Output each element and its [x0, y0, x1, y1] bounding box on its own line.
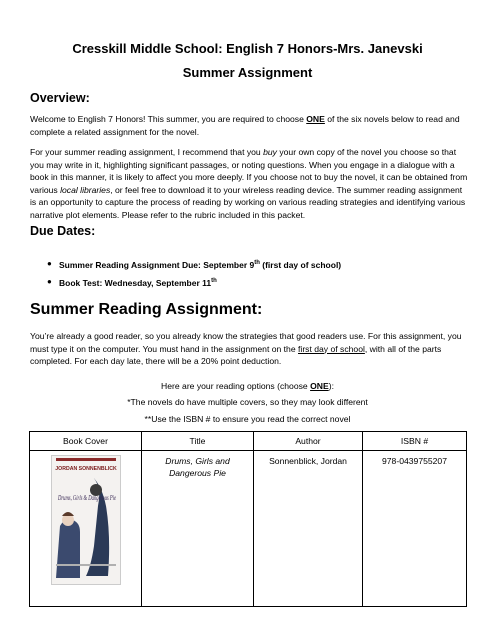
cover-title-text: Drums, Girls & Dangerous Pie [56, 494, 116, 502]
summer-reading-heading: Summer Reading Assignment: [30, 301, 263, 318]
header-title: Title [142, 432, 254, 451]
book-cover-illustration [52, 456, 120, 584]
overview-p2-text: For your summer reading assignment, I recommend that you [30, 147, 264, 157]
cover-author-text: JORDAN SONNENBLICK [54, 466, 117, 472]
overview-p2-text-2: your own copy of the novel you choose so that you may write in it, highlighting significant passages, or noting questions. When you engage in a dialogue with a book in this manner, it is likely to affect you more deeply. If you choose not to buy the novel, it can be obtained from various [30, 147, 468, 195]
header-author: Author [254, 432, 363, 451]
table-row [30, 451, 467, 607]
header-book-cover: Book Cover [30, 432, 142, 451]
overview-p1-one: ONE [306, 114, 325, 124]
bullet-icon: ● [47, 277, 52, 286]
isbn-cell: 978-0439755207 [363, 451, 467, 607]
options-line-3: **Use the ISBN # to ensure you read the correct novel [144, 414, 351, 424]
options-text-2: ): [328, 381, 334, 391]
overview-paragraph-1 [30, 113, 470, 138]
options-one: ONE [310, 381, 329, 391]
table-header-row [30, 432, 467, 451]
overview-heading: Overview: [30, 91, 90, 105]
options-line-2: *The novels do have multiple covers, so they may look different [127, 397, 368, 407]
book-title-line-1: Drums, Girls and [165, 456, 230, 466]
summer-reading-text-2: , with all of the parts completed. For each day late, there will be a 20% point deduction. [30, 343, 442, 367]
author-cell: Sonnenblick, Jordan [254, 451, 363, 607]
book-title-line-2: Dangerous Pie [169, 468, 226, 478]
overview-p1-text: Welcome to English 7 Honors! This summer, you are required to choose [30, 114, 307, 124]
due-item-1-text: Summer Reading Assignment Due: September 9 [59, 259, 255, 270]
bullet-icon: ● [47, 259, 52, 268]
overview-p1-text-2: of the six novels below to read and complete a related assignment for the novel. [30, 114, 460, 137]
due-date-item-test [47, 276, 341, 294]
due-item-1-sup: th [254, 260, 260, 266]
title-cell [142, 451, 254, 607]
book-cover-image [51, 455, 121, 585]
summer-reading-first-day: first day of school [298, 343, 365, 354]
summer-reading-paragraph [30, 330, 470, 368]
novels-table [29, 431, 467, 607]
due-dates-heading: Due Dates: [30, 224, 96, 238]
options-line-1 [0, 380, 495, 392]
overview-p2-buy: buy [263, 147, 277, 157]
due-item-1-text-2: (first day of school) [259, 259, 342, 270]
assignment-title: Summer Assignment [182, 65, 313, 80]
summer-reading-text: You’re already a good reader, so you already know the strategies that good readers use. For this assignment, you must type it on the computer. You must hand in the assignment on the [30, 331, 462, 354]
due-item-2-sup: th [211, 278, 217, 284]
overview-p2-text-3: , or feel free to download it to your wireless reading device. The summer reading assignment is an opportunity to capture the process of reading by working on various reading strategies and identifying various narrative plot elements. Please refer to the rubric included in this packet. [30, 184, 466, 220]
school-title: Cresskill Middle School: English 7 Honors-Mrs. Janevski [72, 41, 423, 56]
header-isbn: ISBN # [363, 432, 467, 451]
due-item-2-text: Book Test: Wednesday, September 11 [59, 277, 212, 288]
overview-paragraph-2 [30, 146, 470, 222]
due-dates-list [47, 258, 341, 294]
book-cover-cell [30, 451, 142, 607]
overview-p2-libraries: local libraries [60, 184, 111, 195]
options-text: Here are your reading options (choose [161, 381, 311, 391]
due-date-item-assignment [47, 258, 341, 276]
